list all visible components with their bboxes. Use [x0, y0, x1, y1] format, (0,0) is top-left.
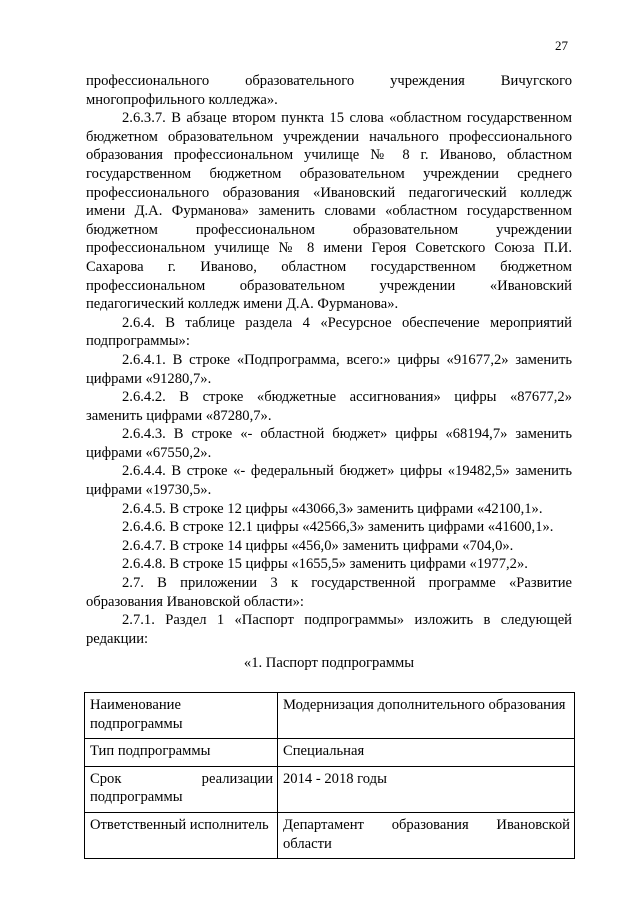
paragraph: 2.6.4.1. В строке «Подпрограмма, всего:» цифры «91677,2» заменить цифрами «91280,7». — [86, 351, 572, 387]
table-cell-label: Срок реализации подпрограммы — [85, 766, 278, 812]
table-cell-value: Специальная — [278, 739, 575, 767]
document-body — [86, 72, 572, 673]
paragraph: 2.7. В приложении 3 к государственной программе «Развитие образования Ивановской области»: — [86, 575, 572, 610]
table-row — [85, 693, 575, 739]
paragraph: 2.6.4.6. В строке 12.1 цифры «42566,3» заменить цифрами «41600,1». — [122, 519, 554, 536]
table-cell-label: Тип подпрограммы — [85, 739, 278, 767]
paragraph: 2.6.3.7. В абзаце втором пункта 15 слова «областном государственном бюджетном образовательном учреждении начального профессионального образования профессиональном училище № 8 г. Иваново, областном государственном бюджетном образовательном учреждении среднего профессионального образования «Ивановский педагогический колледж имени Д.А. Фурманова» заменить словами «областном государственном бюджетном профессиональном образовательном учреждении профессиональном училище № 8 имени Героя Советского Союза П.И. Сахарова г. Иваново, областном государственном бюджетном профессиональном образовательном учреждении «Ивановский педагогический колледж имени Д.А. Фурманова». — [86, 110, 572, 313]
page-number: 27 — [555, 38, 568, 53]
table-cell-value: 2014 - 2018 годы — [278, 766, 575, 812]
paragraph: 2.6.4.4. В строке «- федеральный бюджет» цифры «19482,5» заменить цифрами «19730,5». — [86, 463, 572, 499]
table-row — [85, 739, 575, 767]
paragraph: 2.6.4.5. В строке 12 цифры «43066,3» заменить цифрами «42100,1». — [122, 500, 543, 517]
table-cell-value: Модернизация дополнительного образования — [278, 693, 575, 739]
section-heading: «1. Паспорт подпрограммы — [243, 655, 415, 672]
table-cell-label: Наименование подпрограммы — [85, 693, 278, 739]
paragraph: 2.6.4.3. В строке «- областной бюджет» цифры «68194,7» заменить цифрами «67550,2». — [86, 426, 572, 461]
paragraph: 2.7.1. Раздел 1 «Паспорт подпрограммы» изложить в следующей редакции: — [86, 612, 572, 647]
paragraph: 2.6.4.7. В строке 14 цифры «456,0» заменить цифрами «704,0». — [122, 537, 514, 554]
table-cell-value: Департамент образования Ивановской области — [278, 812, 575, 858]
paragraph: профессионального образовательного учреждения Вичугского многопрофильного колледжа». — [86, 73, 572, 108]
table-row — [85, 812, 575, 858]
paragraph: 2.6.4.8. В строке 15 цифры «1655,5» заменить цифрами «1977,2». — [122, 556, 528, 573]
paragraph: 2.6.4.2. В строке «бюджетные ассигнования» цифры «87677,2» заменить цифрами «87280,7». — [86, 389, 572, 424]
paragraph: 2.6.4. В таблице раздела 4 «Ресурсное обеспечение мероприятий подпрограммы»: — [86, 314, 572, 350]
passport-table — [84, 692, 575, 859]
table-row — [85, 766, 575, 812]
table-cell-label: Ответственный исполнитель — [85, 812, 278, 858]
